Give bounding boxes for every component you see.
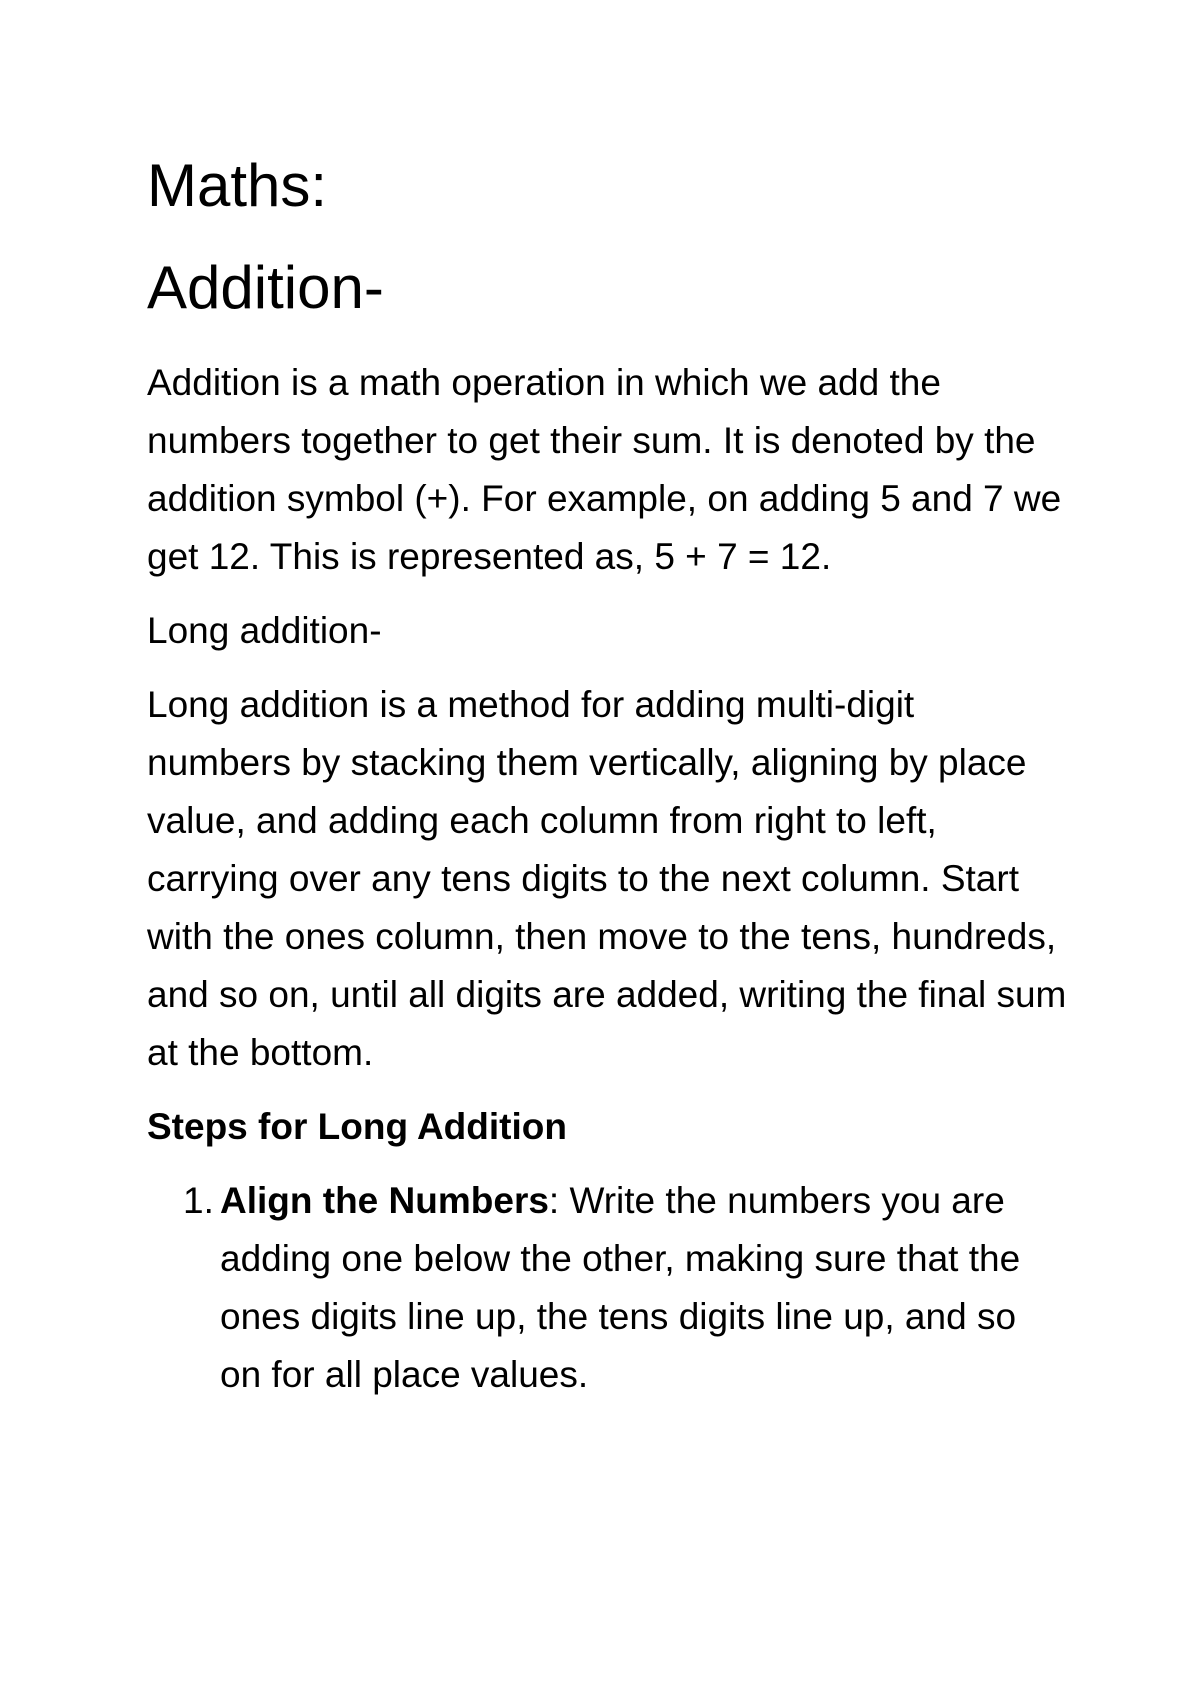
long-addition-paragraph: Long addition is a method for adding multi-digit numbers by stacking them vertically, aligning by place value, and adding each column from right to left, carrying over any tens digits to the next column. Start with the ones column, then move to the tens, hundreds, and so on, until all digits are added, writing the final sum at the bottom. — [147, 684, 1067, 1073]
step-item — [147, 1172, 1067, 1404]
long-addition-heading: Long addition- — [147, 610, 382, 651]
steps-heading: Steps for Long Addition — [147, 1106, 567, 1147]
step-separator: : — [548, 1180, 560, 1221]
page-title: Maths: — [147, 152, 328, 219]
document-page — [147, 150, 1067, 1404]
step-title: Align the Numbers — [220, 1180, 549, 1221]
step-number: 1. — [183, 1180, 214, 1221]
steps-list — [147, 1172, 1067, 1404]
step-text: Write the numbers you are adding one below the other, making sure that the ones digits line up, the tens digits line up, and so on for all place values. — [220, 1180, 1021, 1395]
intro-paragraph: Addition is a math operation in which we add the numbers together to get their sum. It is denoted by the addition symbol (+). For example, on adding 5 and 7 we get 12. This is represented as, 5 + 7 = 12. — [147, 362, 1062, 577]
section-title: Addition- — [147, 254, 384, 321]
